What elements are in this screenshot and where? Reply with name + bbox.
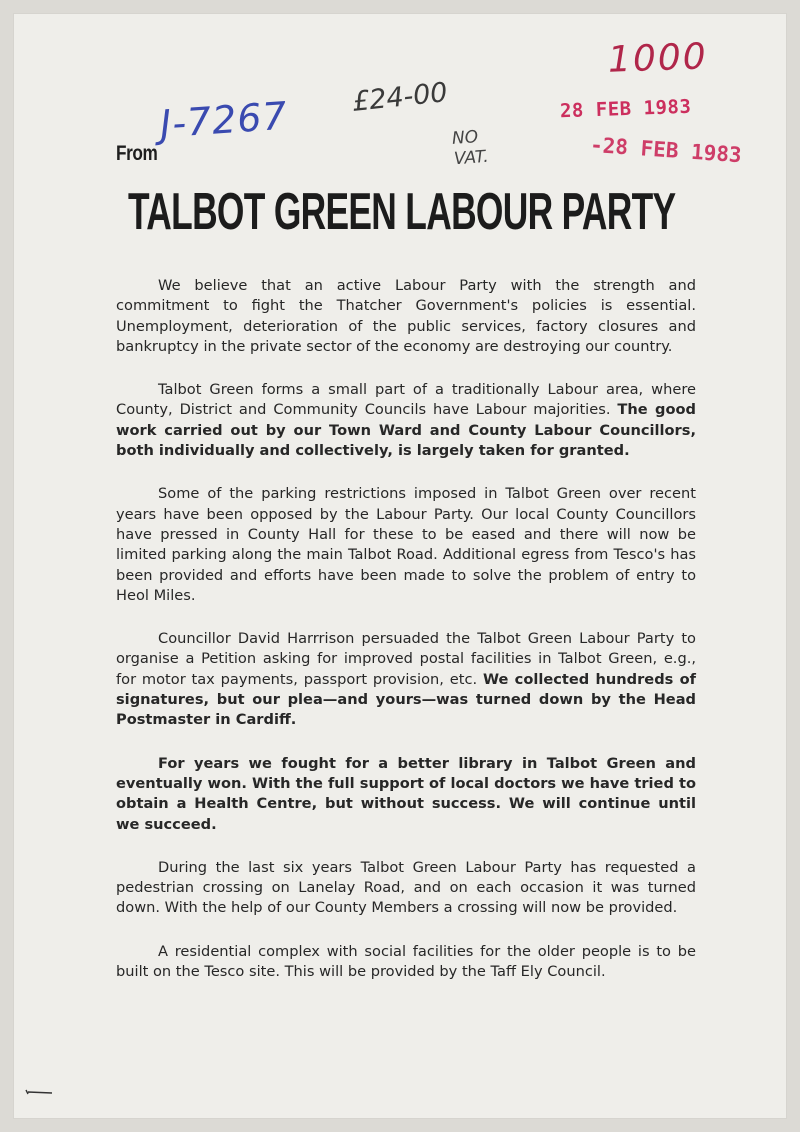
paragraph-4 (116, 629, 696, 730)
handwritten-number: 1000 (607, 36, 709, 81)
handwritten-no: NO (451, 127, 479, 149)
paragraph-2-bold: The good work carried out by our Town Ward and County Labour Councillors, both individually and collectively, is largely taken for granted. (116, 401, 696, 460)
paragraph-7 (116, 942, 696, 983)
handwritten-reference: J-7267 (158, 93, 290, 147)
paragraph-1 (116, 276, 696, 357)
paragraph-1-text: We believe that an active Labour Party with the strength and commitment to fight the Thatcher Government's policies is essential. Unemployment, deterioration of the public services, factory closures and bankruptcy in the private sector of the economy are destroying our country. (116, 277, 696, 355)
pencil-mark-icon (24, 1088, 54, 1096)
paragraph-6 (116, 858, 696, 919)
handwritten-vat: VAT. (453, 146, 490, 170)
paragraph-3 (116, 484, 696, 606)
date-stamp-secondary: -28 FEB 1983 (589, 132, 743, 168)
paragraph-5-text: For years we fought for a better library in Talbot Green and eventually won. With the full support of local doctors we have tried to obtain a Health Centre, but without success. We will continue until we succeed. (116, 754, 696, 833)
date-stamp-primary: 28 FEB 1983 (559, 95, 692, 123)
paragraph-2-text: Talbot Green forms a small part of a traditionally Labour area, where County, District and Community Councils have Labour majorities. (116, 381, 696, 419)
paragraph-2 (116, 380, 696, 461)
paragraph-3-text: Some of the parking restrictions imposed in Talbot Green over recent years have been opposed by the Labour Party. Our local County Councillors have pressed in County Hall for these to be eased and there will now be limited parking along the main Talbot Road. Additional egress from Tesco's has been provided and efforts have been made to solve the problem of entry to Heol Miles. (116, 485, 696, 604)
handwritten-price: £24-00 (350, 77, 449, 118)
paragraph-7-text: A residential complex with social facilities for the older people is to be built on the Tesco site. This will be provided by the Taff Ely Council. (116, 942, 696, 981)
paragraph-4-text: Councillor David Harrrison persuaded the Talbot Green Labour Party to organise a Petition asking for improved postal facilities in Talbot Green, e.g., for motor tax payments, passport provision, etc. (116, 630, 696, 688)
from-label: From (116, 142, 158, 165)
paragraph-6-text: During the last six years Talbot Green Labour Party has requested a pedestrian crossing on Lanelay Road, and on each occasion it was turned down. With the help of our County Members a crossing will now be provided. (116, 858, 696, 917)
paragraph-4-bold: We collected hundreds of signatures, but our plea—and yours—was turned down by the Head Postmaster in Cardiff. (116, 670, 696, 729)
paragraph-5 (116, 754, 696, 835)
document-title: TALBOT GREEN LABOUR PARTY (128, 183, 676, 241)
leaflet-body (116, 276, 696, 1005)
